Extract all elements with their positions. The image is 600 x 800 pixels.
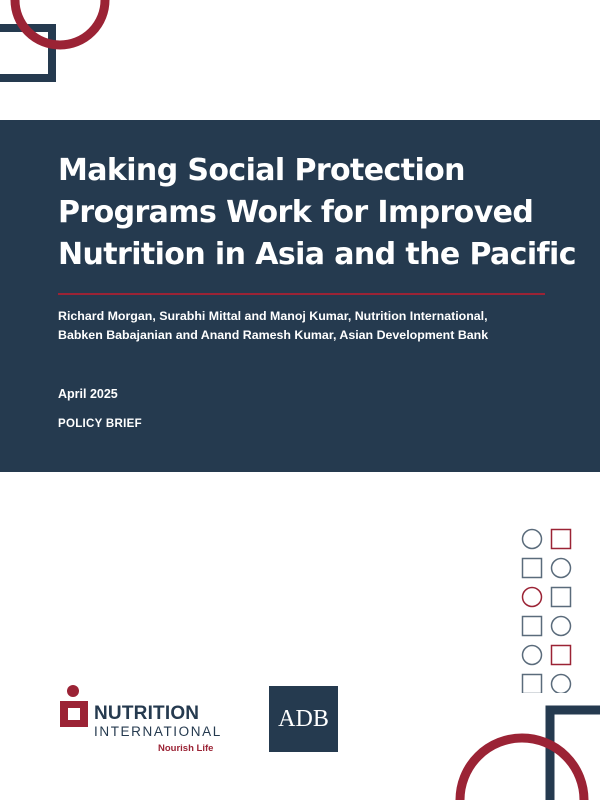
logo-subtitle: INTERNATIONAL [94, 724, 222, 739]
title-divider [58, 293, 545, 295]
decorative-square-shape [552, 530, 571, 549]
decorative-circle-shape [552, 559, 571, 578]
decorative-square-shape [523, 617, 542, 636]
nutrition-international-logo [58, 684, 228, 756]
decorative-circle-shape [523, 646, 542, 665]
logo-wordmark: NUTRITION [94, 703, 200, 724]
title-line: Programs Work for Improved [58, 195, 534, 230]
shape-grid-decoration [521, 528, 575, 693]
corner-decoration-bottom-right [440, 700, 600, 800]
decorative-circle-shape [552, 617, 571, 636]
author-list [58, 307, 588, 345]
nutrition-international-mark-icon [58, 684, 92, 734]
decorative-square-shape [523, 675, 542, 694]
logo-tagline: Nourish Life [158, 743, 214, 754]
decorative-square-shape [523, 559, 542, 578]
decorative-square-shape [552, 646, 571, 665]
decorative-circle-shape [523, 530, 542, 549]
decorative-circle-shape [523, 588, 542, 607]
author-line: Babken Babajanian and Anand Ramesh Kumar, Asian Development Bank [58, 328, 489, 342]
title-line: Making Social Protection [58, 153, 465, 188]
adb-logo: ADB [269, 686, 338, 752]
publication-date: April 2025 [58, 387, 118, 401]
author-line: Richard Morgan, Surabhi Mittal and Manoj Kumar, Nutrition International, [58, 309, 488, 323]
title-line: Nutrition in Asia and the Pacific [58, 237, 576, 272]
document-title [58, 150, 578, 276]
corner-decoration-top-left [0, 0, 120, 90]
decorative-square-shape [552, 588, 571, 607]
decorative-circle-shape [552, 675, 571, 694]
document-type: POLICY BRIEF [58, 418, 142, 430]
